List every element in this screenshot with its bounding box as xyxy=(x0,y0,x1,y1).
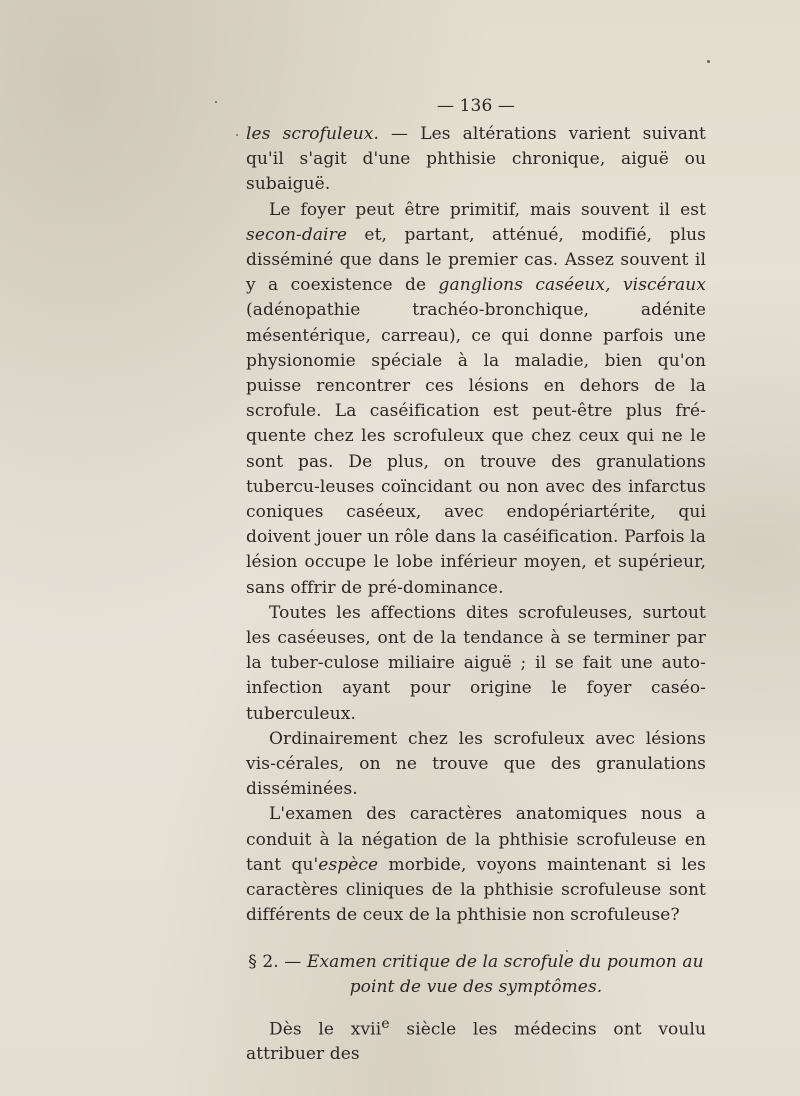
section-title-line-1: Examen critique de la scrofule du poumon au xyxy=(306,951,704,972)
paragraph-3: Toutes les affections dites scrofuleuses, surtout les caséeuses, ont de la tendance à se terminer par la tuber-culose miliaire aiguë ; il se fait une auto-infection ayant pour origine le foyer caséo-tuberculeux. xyxy=(246,602,706,724)
paragraph-1 xyxy=(246,122,706,198)
section-title-line-2: point de vue des symptômes. xyxy=(349,976,603,997)
paragraph-4: Ordinairement chez les scrofuleux avec lésions vis-cérales, on ne trouve que des granulations disséminées. xyxy=(246,728,706,800)
paragraph-5 xyxy=(246,802,706,928)
ink-speck xyxy=(215,101,217,103)
italic-term: secon-daire xyxy=(246,224,347,245)
paragraph-text: — Les altérations varient suivant qu'il s'agit d'une phthisie chronique, aiguë ou subaiguë. xyxy=(246,124,706,195)
paragraph-text: (adénopathie trachéo-bronchique, adénite mésentérique, carreau), ce qui donne parfois une physionomie spéciale à la maladie, bien qu'on puisse rencontrer ces lésions en dehors de la scrofule. La caséification est peut-être plus fré-quente chez les scrofuleux que chez ceux qui ne le sont pas. De plus, on trouve des granulations tubercu-leuses coïncidant ou non avec des infarctus coniques caséeux, avec endopériartérite, qui doivent jouer un rôle dans la caséification. Parfois la lésion occupe le lobe inférieur moyen, et supérieur, sans offrir de pré-dominance. xyxy=(246,300,706,598)
page-number: — 136 — xyxy=(437,96,515,116)
paragraph-6 xyxy=(246,1012,706,1068)
section-number: § 2. — xyxy=(248,951,302,972)
italic-term: espèce xyxy=(318,854,379,875)
century-suffix: e xyxy=(381,1015,390,1032)
italic-term: ganglions caséeux, viscéraux xyxy=(438,275,707,296)
century-numeral: xvii xyxy=(350,1019,382,1040)
paragraph-text: Dès le xyxy=(269,1019,351,1040)
page-text xyxy=(246,94,706,1068)
ink-speck xyxy=(707,60,710,63)
paragraph-text: morbide, voyons maintenant si les caractères cliniques de la phthisie scrofuleuse sont différents de ceux de la phthisie non scrofuleuse? xyxy=(246,854,706,926)
paragraph-text: L'examen des caractères anatomiques nous a conduit à la négation de la phthisie scrofuleuse en tant qu' xyxy=(246,804,706,875)
paragraph-text: et, partant, atténué, modifié, plus disséminé que dans le premier cas. Assez souvent il y a coexistence de xyxy=(246,224,706,296)
italic-term: les scrofuleux. xyxy=(246,124,379,144)
paragraph-2 xyxy=(246,198,706,601)
paragraph-text: siècle les médecins ont voulu attribuer des xyxy=(246,1019,706,1065)
ink-speck xyxy=(236,134,238,136)
paragraph-text: Le foyer peut être primitif, mais souvent il est xyxy=(269,199,706,220)
section-heading xyxy=(246,950,706,1000)
